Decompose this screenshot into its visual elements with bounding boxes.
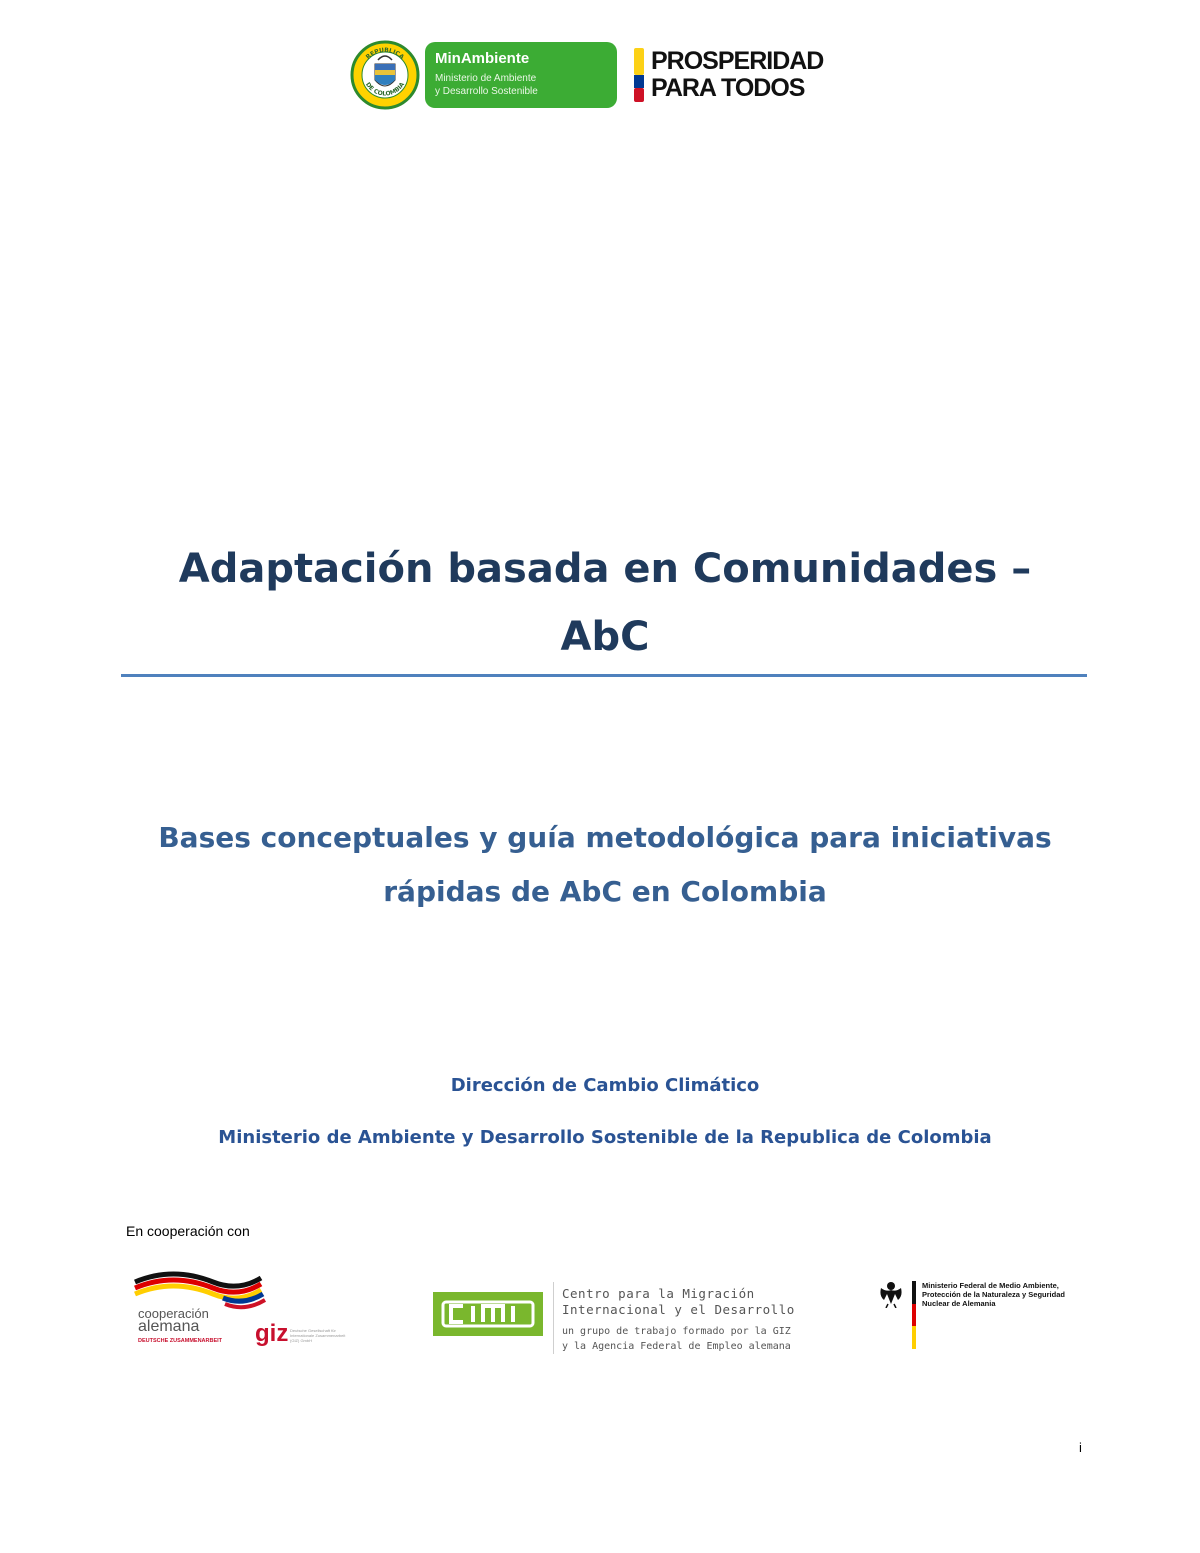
- minambiente-subtitle-line1: Ministerio de Ambiente: [435, 73, 537, 84]
- alemana-word: alemana: [138, 1318, 200, 1335]
- organization-directorate: Dirección de Cambio Climático: [450, 1075, 760, 1096]
- document-title-line1: Adaptación basada en Comunidades –: [178, 546, 1032, 592]
- colombia-coat-of-arms-seal: [350, 40, 420, 110]
- cooperation-label: En cooperación con: [126, 1223, 250, 1239]
- document-title-line2: AbC: [560, 614, 650, 660]
- cim-desc-line1: un grupo de trabajo formado por la GIZ: [562, 1326, 791, 1337]
- bmu-ministry-name: Ministerio Federal de Medio Ambiente, Protección de la Naturaleza y Seguridad Nuclear de Alemania: [922, 1281, 1065, 1308]
- prosperidad-line2: PARA TODOS: [651, 74, 805, 102]
- document-subtitle-line1: Bases conceptuales y guía metodológica para iniciativas: [158, 821, 1052, 854]
- page-number: i: [1079, 1440, 1082, 1455]
- minambiente-logo: [425, 42, 617, 108]
- german-flag-stripe: [912, 1281, 916, 1349]
- seal-text-bottom: DE COLOMBIA: [363, 81, 407, 98]
- prosperidad-line1: PROSPERIDAD: [651, 47, 824, 75]
- cim-separator: [553, 1282, 554, 1354]
- minambiente-title: MinAmbiente: [435, 50, 530, 67]
- giz-full-name: Deutsche Gesellschaft für Internationale Zusammenarbeit (GIZ) GmbH: [290, 1328, 346, 1343]
- cooperacion-word: cooperación: [138, 1306, 209, 1321]
- document-subtitle-line2: rápidas de AbC en Colombia: [383, 875, 827, 908]
- minambiente-subtitle-line2: y Desarrollo Sostenible: [435, 86, 538, 97]
- cim-logo-icon: [433, 1292, 543, 1336]
- giz-logo-text: giz: [255, 1320, 289, 1347]
- deutsche-zusammenarbeit-text: DEUTSCHE ZUSAMMENARBEIT: [138, 1338, 223, 1344]
- organization-ministry: Ministerio de Ambiente y Desarrollo Sostenible de la Republica de Colombia: [218, 1127, 992, 1148]
- cim-name-line2: Internacional y el Desarrollo: [562, 1302, 795, 1317]
- title-divider: [121, 674, 1087, 677]
- cim-name-line1: Centro para la Migración: [562, 1286, 755, 1301]
- seal-text-top: REPUBLICA: [364, 46, 406, 61]
- colombia-flag-bar: [634, 48, 644, 102]
- german-eagle-icon: [878, 1280, 904, 1308]
- cim-desc-line2: y la Agencia Federal de Empleo alemana: [562, 1341, 791, 1352]
